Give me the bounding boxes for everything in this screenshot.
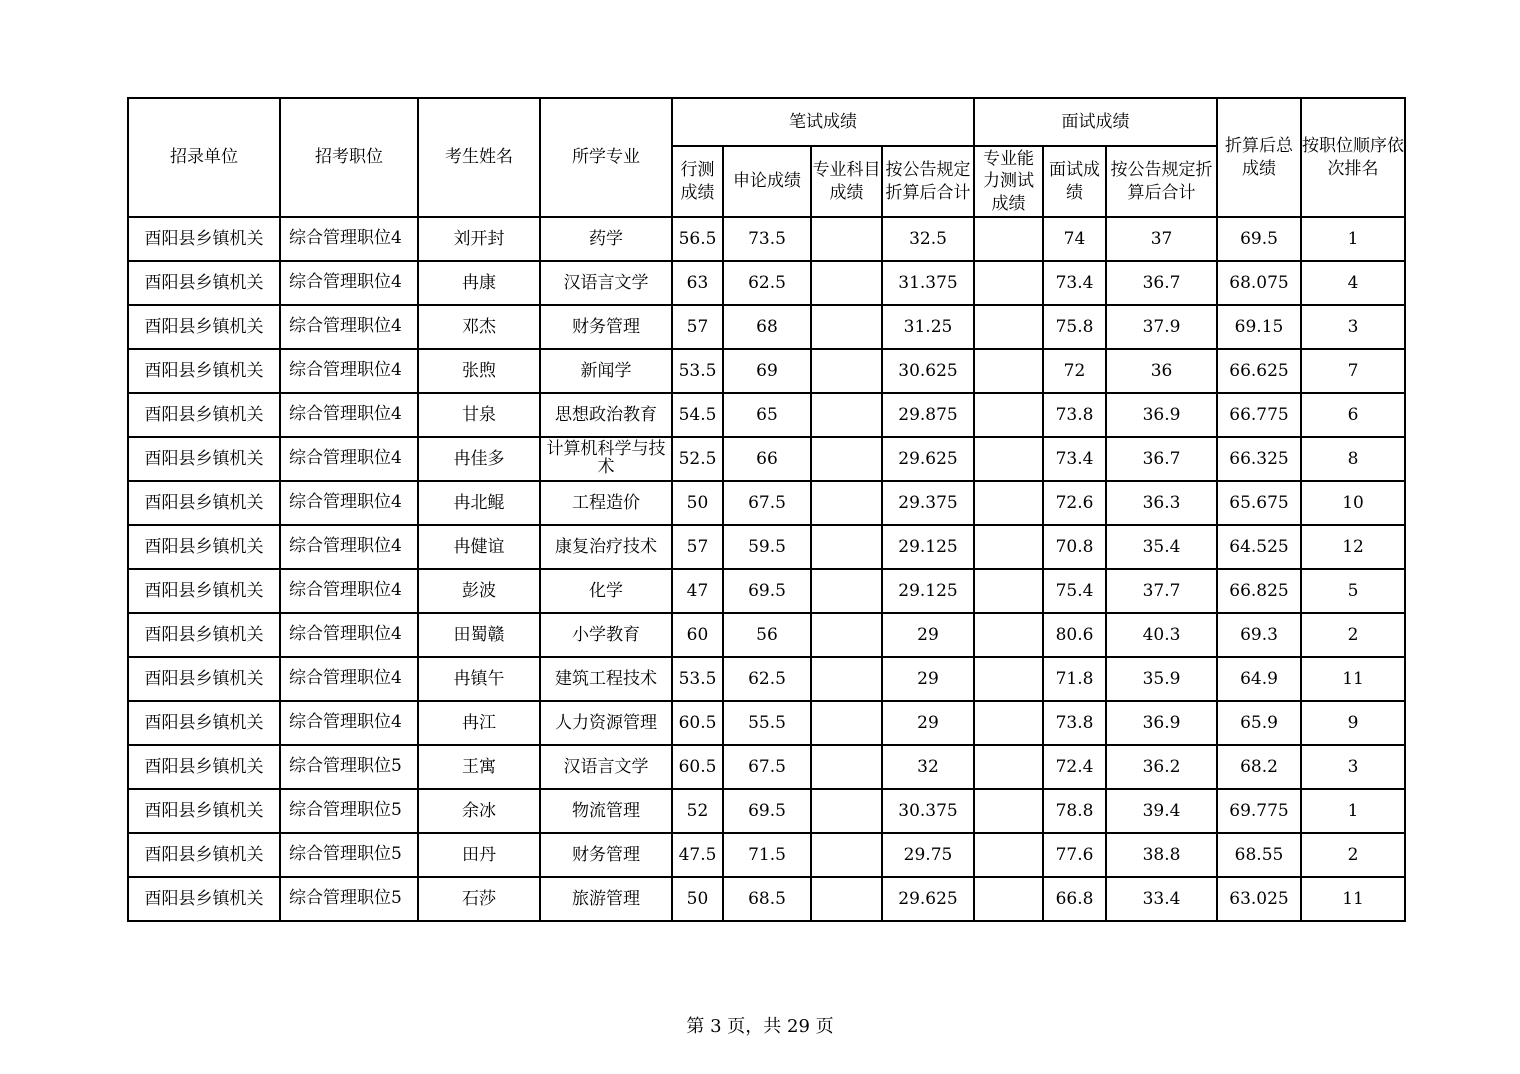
- cell-name: 邓杰: [418, 305, 540, 349]
- cell-ability: [974, 305, 1043, 349]
- cell-ability: [974, 261, 1043, 305]
- cell-zhuanye: [811, 569, 882, 613]
- cell-position: 综合管理职位4: [280, 569, 418, 613]
- cell-xingce: 57: [672, 525, 723, 569]
- cell-interview: 71.8: [1043, 657, 1106, 701]
- cell-shenlun: 56: [723, 613, 811, 657]
- cell-position: 综合管理职位4: [280, 437, 418, 481]
- header-xingce: 行测成绩: [672, 146, 723, 217]
- cell-name: 彭波: [418, 569, 540, 613]
- table-row: [128, 525, 1405, 569]
- cell-ability: [974, 613, 1043, 657]
- cell-position: 综合管理职位4: [280, 481, 418, 525]
- cell-major: 汉语言文学: [540, 261, 672, 305]
- cell-zhuanye: [811, 481, 882, 525]
- cell-name: 冉镇午: [418, 657, 540, 701]
- cell-written-total: 29.625: [882, 877, 974, 921]
- cell-position: 综合管理职位4: [280, 657, 418, 701]
- cell-unit: 酉阳县乡镇机关: [128, 877, 280, 921]
- cell-zhuanye: [811, 657, 882, 701]
- cell-ability: [974, 745, 1043, 789]
- table-row: [128, 393, 1405, 437]
- cell-zhuanye: [811, 745, 882, 789]
- score-table: [127, 97, 1406, 922]
- cell-shenlun: 67.5: [723, 745, 811, 789]
- cell-rank: 9: [1301, 701, 1405, 745]
- cell-rank: 6: [1301, 393, 1405, 437]
- table-row: [128, 701, 1405, 745]
- cell-name: 冉佳多: [418, 437, 540, 481]
- cell-interview-total: 36.3: [1106, 481, 1217, 525]
- cell-interview-total: 36: [1106, 349, 1217, 393]
- cell-major: 人力资源管理: [540, 701, 672, 745]
- cell-position: 综合管理职位4: [280, 393, 418, 437]
- header-written-group: 笔试成绩: [672, 98, 974, 146]
- cell-total: 66.625: [1217, 349, 1301, 393]
- cell-major: 建筑工程技术: [540, 657, 672, 701]
- cell-name: 冉健谊: [418, 525, 540, 569]
- table-row: [128, 657, 1405, 701]
- cell-rank: 1: [1301, 789, 1405, 833]
- cell-shenlun: 73.5: [723, 217, 811, 261]
- cell-written-total: 32: [882, 745, 974, 789]
- cell-major: 新闻学: [540, 349, 672, 393]
- cell-interview: 70.8: [1043, 525, 1106, 569]
- cell-unit: 酉阳县乡镇机关: [128, 613, 280, 657]
- cell-zhuanye: [811, 217, 882, 261]
- cell-name: 王寓: [418, 745, 540, 789]
- cell-interview: 72.6: [1043, 481, 1106, 525]
- cell-rank: 4: [1301, 261, 1405, 305]
- cell-unit: 酉阳县乡镇机关: [128, 261, 280, 305]
- table-row: [128, 569, 1405, 613]
- cell-xingce: 50: [672, 877, 723, 921]
- cell-major: 药学: [540, 217, 672, 261]
- cell-unit: 酉阳县乡镇机关: [128, 437, 280, 481]
- cell-position: 综合管理职位4: [280, 525, 418, 569]
- cell-xingce: 60: [672, 613, 723, 657]
- cell-interview-total: 36.7: [1106, 261, 1217, 305]
- cell-major: 思想政治教育: [540, 393, 672, 437]
- cell-rank: 7: [1301, 349, 1405, 393]
- cell-interview-total: 35.9: [1106, 657, 1217, 701]
- table-row: [128, 217, 1405, 261]
- cell-rank: 10: [1301, 481, 1405, 525]
- header-zhuanye-score: 专业科目成绩: [811, 146, 882, 217]
- cell-total: 64.525: [1217, 525, 1301, 569]
- cell-shenlun: 69.5: [723, 569, 811, 613]
- table-row: [128, 349, 1405, 393]
- cell-written-total: 31.25: [882, 305, 974, 349]
- cell-unit: 酉阳县乡镇机关: [128, 305, 280, 349]
- cell-major: 财务管理: [540, 305, 672, 349]
- cell-xingce: 53.5: [672, 657, 723, 701]
- cell-total: 69.5: [1217, 217, 1301, 261]
- cell-shenlun: 55.5: [723, 701, 811, 745]
- page-footer: 第 3 页，共 29 页: [686, 1016, 834, 1037]
- cell-interview: 73.8: [1043, 701, 1106, 745]
- table-body: [128, 217, 1405, 921]
- table-row: [128, 877, 1405, 921]
- cell-interview-total: 36.7: [1106, 437, 1217, 481]
- cell-major: 工程造价: [540, 481, 672, 525]
- table-row: [128, 437, 1405, 481]
- header-interview-group: 面试成绩: [974, 98, 1217, 146]
- header-name: 考生姓名: [418, 98, 540, 217]
- cell-major: 财务管理: [540, 833, 672, 877]
- cell-interview-total: 35.4: [1106, 525, 1217, 569]
- cell-total: 66.775: [1217, 393, 1301, 437]
- cell-written-total: 29.875: [882, 393, 974, 437]
- cell-ability: [974, 525, 1043, 569]
- cell-xingce: 54.5: [672, 393, 723, 437]
- cell-interview: 75.8: [1043, 305, 1106, 349]
- cell-ability: [974, 349, 1043, 393]
- cell-ability: [974, 569, 1043, 613]
- cell-total: 68.55: [1217, 833, 1301, 877]
- cell-major: 旅游管理: [540, 877, 672, 921]
- cell-name: 刘开封: [418, 217, 540, 261]
- cell-zhuanye: [811, 349, 882, 393]
- cell-name: 石莎: [418, 877, 540, 921]
- cell-position: 综合管理职位4: [280, 349, 418, 393]
- cell-shenlun: 66: [723, 437, 811, 481]
- cell-interview: 75.4: [1043, 569, 1106, 613]
- cell-name: 冉北鲲: [418, 481, 540, 525]
- cell-written-total: 29.75: [882, 833, 974, 877]
- header-total: 折算后总成绩: [1217, 98, 1301, 217]
- cell-major: 汉语言文学: [540, 745, 672, 789]
- cell-rank: 5: [1301, 569, 1405, 613]
- cell-rank: 11: [1301, 877, 1405, 921]
- cell-interview: 66.8: [1043, 877, 1106, 921]
- cell-ability: [974, 789, 1043, 833]
- cell-written-total: 29.625: [882, 437, 974, 481]
- cell-total: 65.675: [1217, 481, 1301, 525]
- cell-interview: 78.8: [1043, 789, 1106, 833]
- cell-position: 综合管理职位5: [280, 789, 418, 833]
- cell-position: 综合管理职位4: [280, 613, 418, 657]
- cell-xingce: 60.5: [672, 745, 723, 789]
- table-row: [128, 481, 1405, 525]
- cell-position: 综合管理职位4: [280, 217, 418, 261]
- cell-interview-total: 39.4: [1106, 789, 1217, 833]
- cell-written-total: 29.375: [882, 481, 974, 525]
- header-shenlun: 申论成绩: [723, 146, 811, 217]
- cell-zhuanye: [811, 613, 882, 657]
- cell-position: 综合管理职位5: [280, 877, 418, 921]
- table-row: [128, 745, 1405, 789]
- cell-zhuanye: [811, 525, 882, 569]
- cell-rank: 3: [1301, 305, 1405, 349]
- cell-rank: 3: [1301, 745, 1405, 789]
- cell-xingce: 50: [672, 481, 723, 525]
- cell-name: 张煦: [418, 349, 540, 393]
- cell-ability: [974, 877, 1043, 921]
- cell-interview-total: 36.9: [1106, 393, 1217, 437]
- cell-unit: 酉阳县乡镇机关: [128, 393, 280, 437]
- cell-interview-total: 36.9: [1106, 701, 1217, 745]
- cell-written-total: 29: [882, 657, 974, 701]
- header-rank: 按职位顺序依次排名: [1301, 98, 1405, 217]
- cell-ability: [974, 393, 1043, 437]
- cell-xingce: 60.5: [672, 701, 723, 745]
- cell-total: 63.025: [1217, 877, 1301, 921]
- cell-zhuanye: [811, 701, 882, 745]
- cell-shenlun: 71.5: [723, 833, 811, 877]
- cell-major: 物流管理: [540, 789, 672, 833]
- cell-zhuanye: [811, 833, 882, 877]
- cell-interview-total: 37.7: [1106, 569, 1217, 613]
- cell-ability: [974, 481, 1043, 525]
- cell-ability: [974, 217, 1043, 261]
- cell-rank: 2: [1301, 613, 1405, 657]
- cell-xingce: 47.5: [672, 833, 723, 877]
- cell-unit: 酉阳县乡镇机关: [128, 481, 280, 525]
- cell-interview-total: 38.8: [1106, 833, 1217, 877]
- cell-name: 冉康: [418, 261, 540, 305]
- cell-shenlun: 68: [723, 305, 811, 349]
- cell-total: 69.15: [1217, 305, 1301, 349]
- cell-rank: 2: [1301, 833, 1405, 877]
- cell-shenlun: 65: [723, 393, 811, 437]
- cell-written-total: 31.375: [882, 261, 974, 305]
- cell-total: 65.9: [1217, 701, 1301, 745]
- cell-xingce: 53.5: [672, 349, 723, 393]
- cell-written-total: 30.625: [882, 349, 974, 393]
- cell-unit: 酉阳县乡镇机关: [128, 745, 280, 789]
- cell-unit: 酉阳县乡镇机关: [128, 833, 280, 877]
- cell-unit: 酉阳县乡镇机关: [128, 569, 280, 613]
- cell-written-total: 30.375: [882, 789, 974, 833]
- cell-zhuanye: [811, 789, 882, 833]
- cell-interview-total: 37: [1106, 217, 1217, 261]
- cell-zhuanye: [811, 305, 882, 349]
- cell-shenlun: 69.5: [723, 789, 811, 833]
- cell-written-total: 29.125: [882, 525, 974, 569]
- cell-position: 综合管理职位5: [280, 833, 418, 877]
- cell-name: 田蜀赣: [418, 613, 540, 657]
- cell-interview: 73.4: [1043, 261, 1106, 305]
- cell-total: 69.775: [1217, 789, 1301, 833]
- cell-unit: 酉阳县乡镇机关: [128, 349, 280, 393]
- cell-total: 68.075: [1217, 261, 1301, 305]
- cell-zhuanye: [811, 877, 882, 921]
- cell-written-total: 29.125: [882, 569, 974, 613]
- cell-position: 综合管理职位5: [280, 745, 418, 789]
- cell-name: 余冰: [418, 789, 540, 833]
- cell-unit: 酉阳县乡镇机关: [128, 525, 280, 569]
- cell-name: 冉江: [418, 701, 540, 745]
- cell-xingce: 63: [672, 261, 723, 305]
- cell-major: 小学教育: [540, 613, 672, 657]
- cell-shenlun: 62.5: [723, 261, 811, 305]
- cell-interview: 73.8: [1043, 393, 1106, 437]
- cell-shenlun: 69: [723, 349, 811, 393]
- cell-name: 甘泉: [418, 393, 540, 437]
- cell-position: 综合管理职位4: [280, 305, 418, 349]
- header-position: 招考职位: [280, 98, 418, 217]
- table-row: [128, 261, 1405, 305]
- cell-interview-total: 36.2: [1106, 745, 1217, 789]
- cell-written-total: 29: [882, 701, 974, 745]
- cell-interview: 74: [1043, 217, 1106, 261]
- table-row: [128, 613, 1405, 657]
- cell-interview: 72.4: [1043, 745, 1106, 789]
- cell-xingce: 47: [672, 569, 723, 613]
- cell-shenlun: 67.5: [723, 481, 811, 525]
- cell-unit: 酉阳县乡镇机关: [128, 701, 280, 745]
- cell-name: 田丹: [418, 833, 540, 877]
- cell-shenlun: 62.5: [723, 657, 811, 701]
- table-row: [128, 789, 1405, 833]
- header-interview-converted: 按公告规定折算后合计: [1106, 146, 1217, 217]
- cell-zhuanye: [811, 393, 882, 437]
- header-interview-score: 面试成绩: [1043, 146, 1106, 217]
- cell-total: 69.3: [1217, 613, 1301, 657]
- cell-xingce: 52: [672, 789, 723, 833]
- cell-written-total: 29: [882, 613, 974, 657]
- cell-major: 化学: [540, 569, 672, 613]
- cell-ability: [974, 701, 1043, 745]
- cell-rank: 8: [1301, 437, 1405, 481]
- cell-unit: 酉阳县乡镇机关: [128, 217, 280, 261]
- cell-total: 68.2: [1217, 745, 1301, 789]
- cell-position: 综合管理职位4: [280, 261, 418, 305]
- header-written-converted: 按公告规定折算后合计: [882, 146, 974, 217]
- header-unit: 招录单位: [128, 98, 280, 217]
- cell-interview-total: 33.4: [1106, 877, 1217, 921]
- cell-xingce: 52.5: [672, 437, 723, 481]
- cell-total: 66.825: [1217, 569, 1301, 613]
- cell-interview-total: 37.9: [1106, 305, 1217, 349]
- cell-zhuanye: [811, 261, 882, 305]
- cell-xingce: 56.5: [672, 217, 723, 261]
- cell-interview: 72: [1043, 349, 1106, 393]
- cell-shenlun: 68.5: [723, 877, 811, 921]
- cell-interview: 77.6: [1043, 833, 1106, 877]
- cell-total: 66.325: [1217, 437, 1301, 481]
- cell-major: 康复治疗技术: [540, 525, 672, 569]
- cell-xingce: 57: [672, 305, 723, 349]
- cell-unit: 酉阳县乡镇机关: [128, 657, 280, 701]
- cell-ability: [974, 657, 1043, 701]
- cell-interview: 80.6: [1043, 613, 1106, 657]
- table-row: [128, 833, 1405, 877]
- cell-major: 计算机科学与技术: [540, 437, 672, 481]
- header-ability-test: 专业能力测试成绩: [974, 146, 1043, 217]
- table-row: [128, 305, 1405, 349]
- cell-interview-total: 40.3: [1106, 613, 1217, 657]
- cell-rank: 11: [1301, 657, 1405, 701]
- cell-zhuanye: [811, 437, 882, 481]
- cell-ability: [974, 437, 1043, 481]
- cell-position: 综合管理职位4: [280, 701, 418, 745]
- cell-shenlun: 59.5: [723, 525, 811, 569]
- cell-rank: 1: [1301, 217, 1405, 261]
- cell-unit: 酉阳县乡镇机关: [128, 789, 280, 833]
- cell-ability: [974, 833, 1043, 877]
- cell-interview: 73.4: [1043, 437, 1106, 481]
- header-major: 所学专业: [540, 98, 672, 217]
- cell-written-total: 32.5: [882, 217, 974, 261]
- cell-total: 64.9: [1217, 657, 1301, 701]
- table-header: [128, 98, 1405, 217]
- cell-rank: 12: [1301, 525, 1405, 569]
